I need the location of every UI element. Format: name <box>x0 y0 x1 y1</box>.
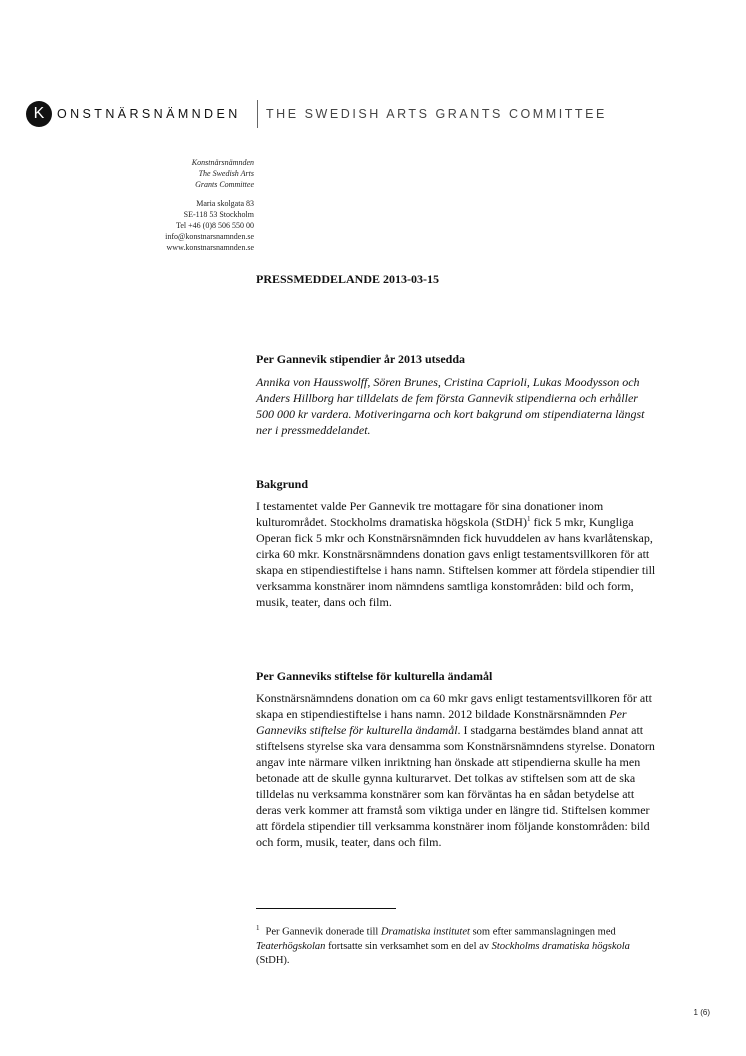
sender-email-link[interactable]: info@konstnarsnamnden.se <box>165 232 254 241</box>
sender-website-link[interactable]: www.konstnarsnamnden.se <box>166 243 254 252</box>
press-release-lead: Annika von Hausswolff, Sören Brunes, Cristina Caprioli, Lukas Moodysson och Anders Hillborg har tilldelats de fem första Gannevik stipendierna och erhåller 500 000 kr vardera. Motiveringarna och kort bakgrund om stipendiaterna längst ner i pressmeddelandet. <box>256 375 645 437</box>
foundation-heading: Per Ganneviks stiftelse för kulturella ändamål <box>256 669 493 683</box>
page-number: 1 (6) <box>693 1008 710 1017</box>
sender-name-line: Grants Committee <box>195 180 254 189</box>
footnote-reference[interactable]: 1 <box>526 515 531 523</box>
sender-street: Maria skolgata 83 <box>196 199 254 208</box>
sender-address-block <box>165 157 254 253</box>
footnote-number: 1 <box>256 924 260 932</box>
foundation-paragraph <box>256 690 656 850</box>
letterhead <box>26 100 726 130</box>
footnote-divider <box>256 908 396 909</box>
foundation-text-part: Konstnärsnämndens donation om ca 60 mkr gavs enligt testamentsvillkoren för att skapa en stipendiestiftelse i hans namn. 2012 bildade Konstnärsnämnden <box>256 691 652 721</box>
footnote-text: fortsatte sin verksamhet som en del av <box>325 940 492 952</box>
sender-name-line: The Swedish Arts <box>198 169 254 178</box>
footnote-text: (StDH). <box>256 954 290 966</box>
press-release-title: Per Gannevik stipendier år 2013 utsedda <box>256 352 466 366</box>
sender-name-line: Konstnärsnämnden <box>191 158 254 167</box>
background-heading: Bakgrund <box>256 477 309 491</box>
background-text-part: fick 5 mkr, Kungliga Operan fick 5 mkr och Konstnärsnämnden fick huvuddelen av hans kvarlåtenskap, cirka 60 mkr. Konstnärsnämndens donation gavs enligt testamentsvillkoren för att skapa en stipendiestiftelse i hans namn. Stiftelsen kommer att fördela stipendier till verksamma konstnärer inom nämndens samtliga konstområden: bild och form, musik, teater, dans och film. <box>256 515 656 609</box>
footnote-text: Per Gannevik donerade till <box>265 926 381 938</box>
footnote <box>256 921 656 968</box>
footnote-emphasis: Stockholms dramatiska högskola <box>491 940 630 952</box>
logo-k-icon: K <box>26 101 52 127</box>
footnote-emphasis: Dramatiska institutet <box>380 926 470 938</box>
sender-phone: Tel +46 (0)8 506 550 00 <box>176 221 254 230</box>
brand-name-english: THE SWEDISH ARTS GRANTS COMMITTEE <box>266 107 607 121</box>
background-text-part: I testamentet valde Per Gannevik tre mottagare för sina donationer inom kulturområdet. Stockholms dramatiska högskola (StDH) <box>256 499 604 529</box>
foundation-text-part: . I stadgarna bestämdes bland annat att stiftelsens styrelse ska vara densamma som Konstnärsnämndens styrelse. Donatorn angav inte närmare vilken inriktning han önskade att stipendierna skulle ha men betonade att de skulle gynna kulturarvet. Det tolkas av stiftelsen som att de ska tilldelas nu verksamma konstnärer som kan förväntas ha en sådan betydelse att deras verk kommer att framstå som viktiga under en längre tid. Stiftelsen kommer att fördela stipendier till verksamma konstnärer inom följande konstområden: bild och form, musik, teater, dans och film. <box>256 723 655 849</box>
footnote-text: som efter sammanslagningen med <box>469 926 616 938</box>
background-paragraph <box>256 498 656 610</box>
brand-divider <box>257 100 258 128</box>
document-heading: PRESSMEDDELANDE 2013-03-15 <box>256 272 440 286</box>
footnote-emphasis: Teaterhögskolan <box>256 940 326 952</box>
sender-postal: SE-118 53 Stockholm <box>183 210 254 219</box>
brand-name-swedish: ONSTNÄRSNÄMNDEN <box>57 107 241 121</box>
foundation-name: Per Ganneviks stiftelse för kulturella ändamål <box>256 707 627 737</box>
